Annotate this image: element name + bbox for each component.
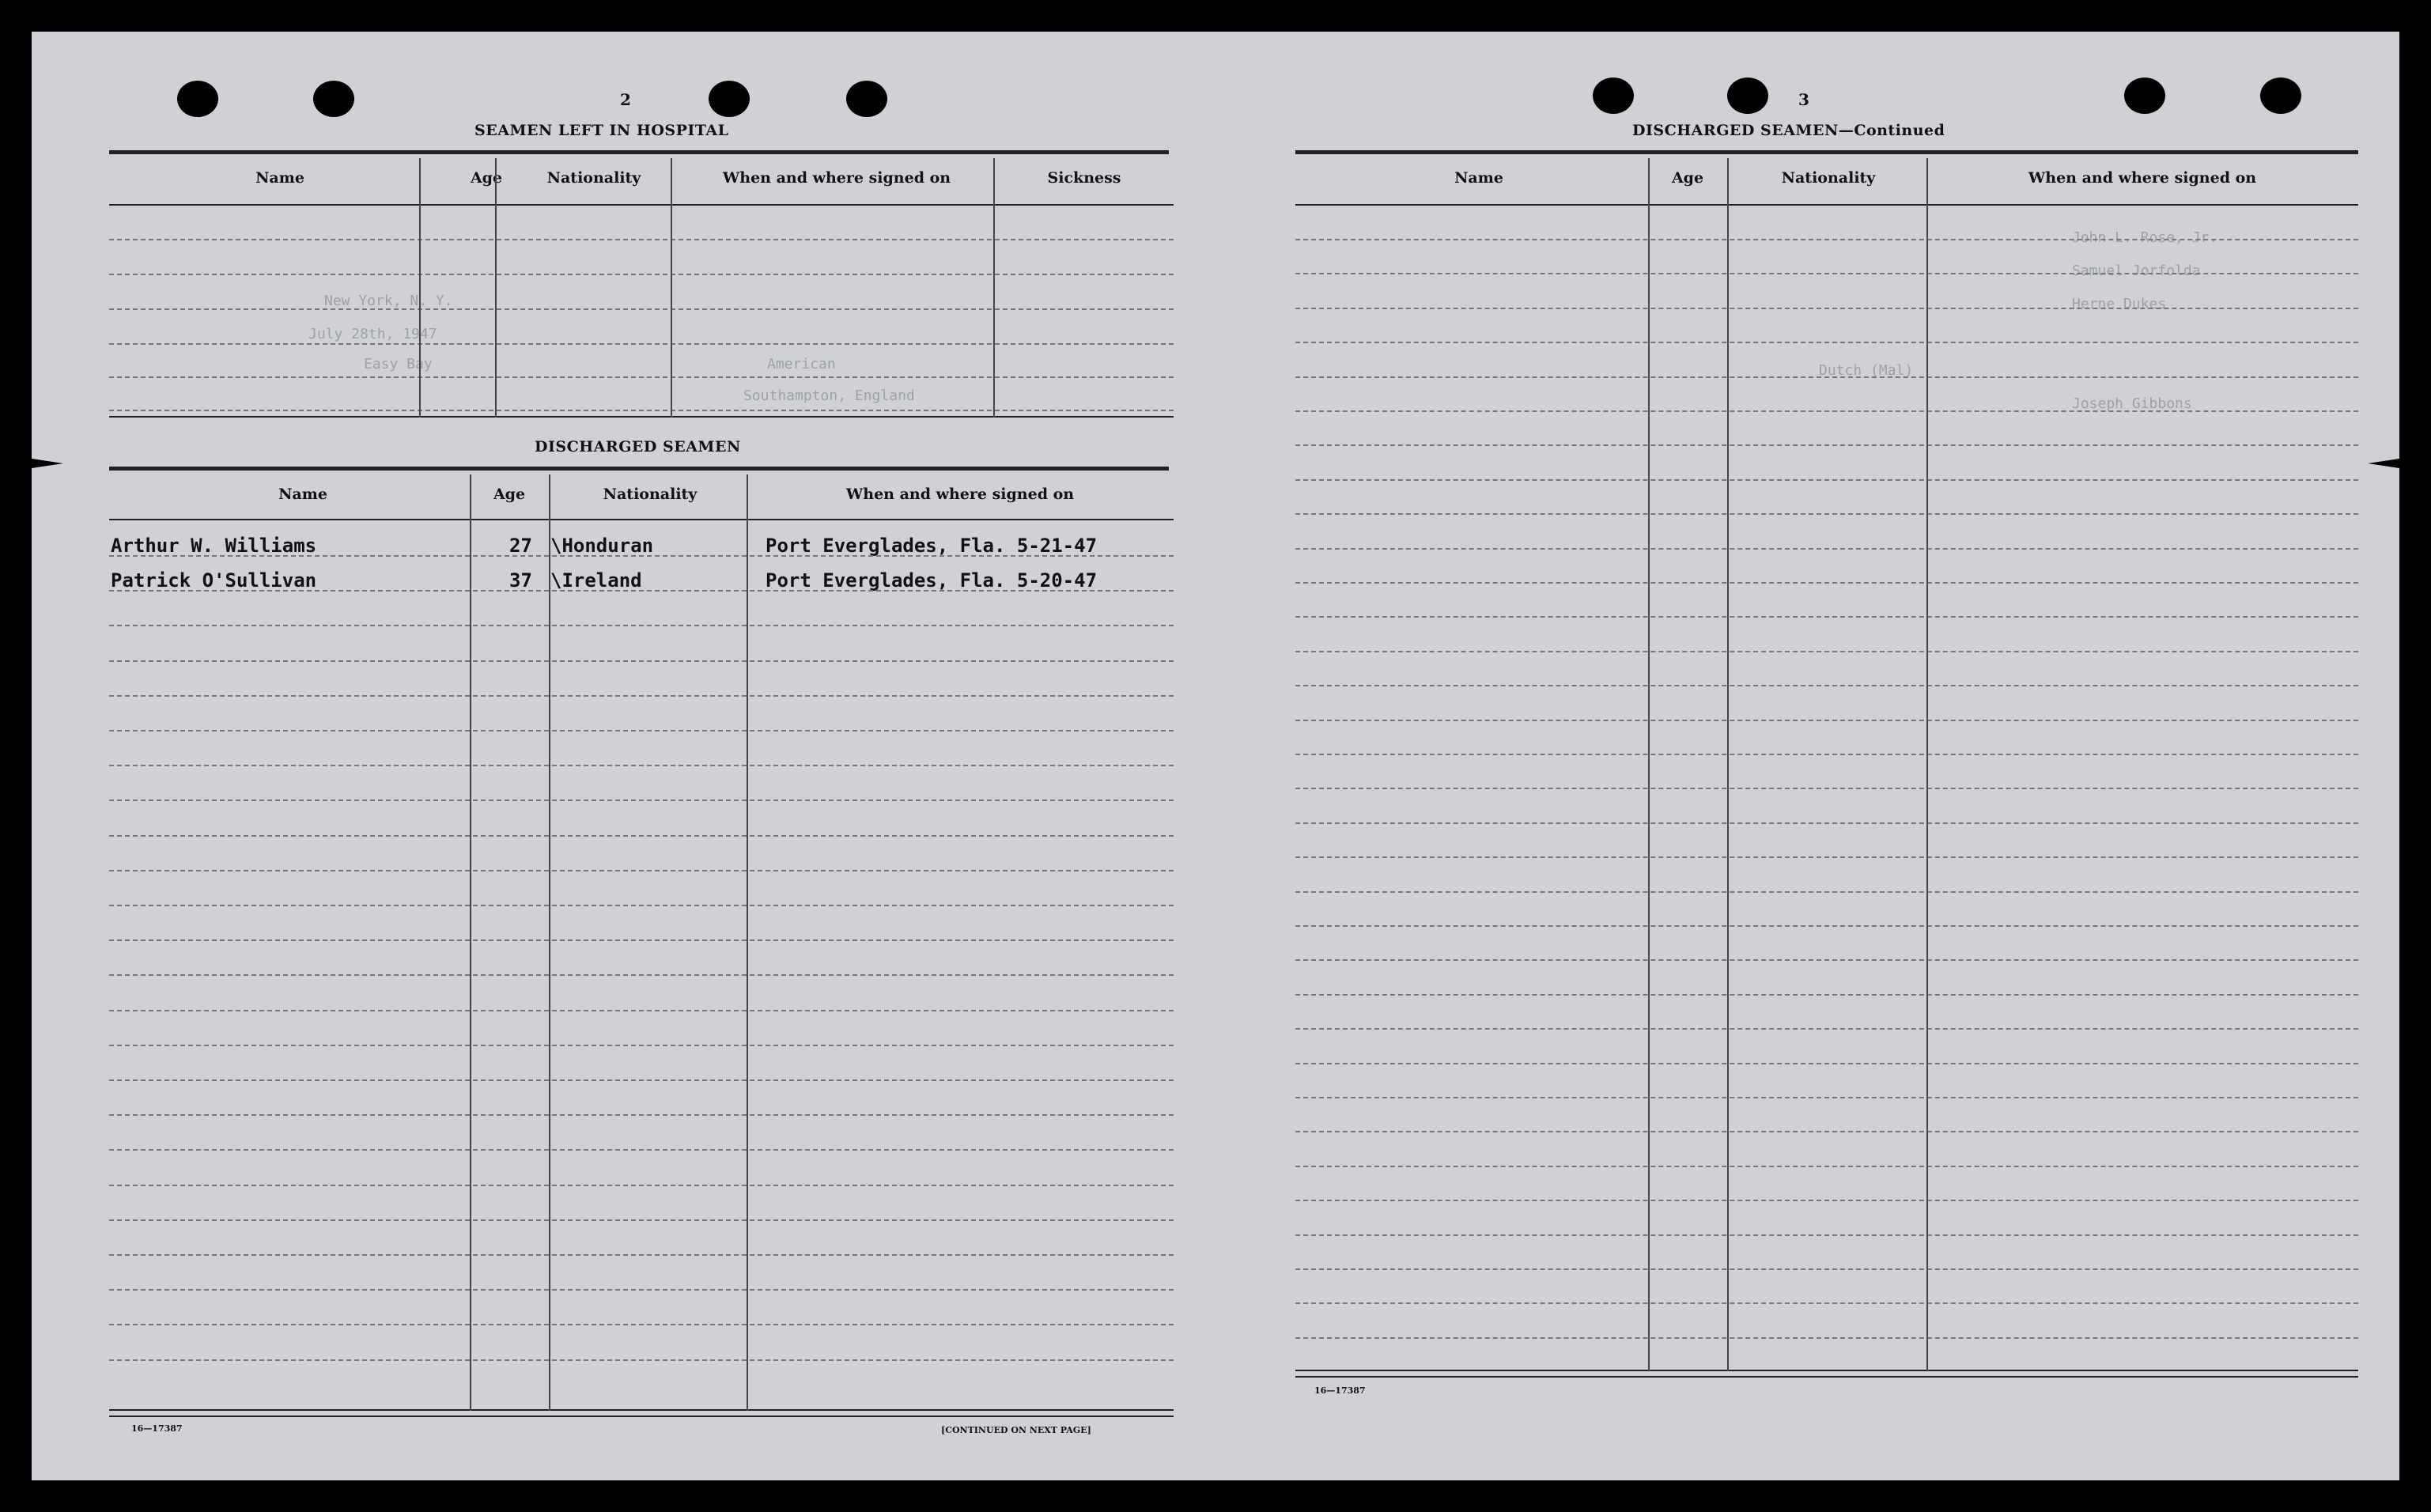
table-bottom-rule bbox=[109, 416, 1174, 418]
table-top-rule bbox=[1295, 150, 2358, 154]
row-line bbox=[1295, 856, 2358, 858]
punch-hole bbox=[313, 81, 354, 117]
row-line bbox=[109, 1359, 1174, 1361]
punch-hole bbox=[846, 81, 887, 117]
row-line bbox=[109, 555, 1174, 557]
title-main: DISCHARGED SEAMEN bbox=[1632, 122, 1839, 139]
row-line bbox=[1295, 891, 2358, 893]
row-line bbox=[109, 274, 1174, 275]
header-underline bbox=[109, 519, 1174, 520]
row-line bbox=[1295, 1028, 2358, 1030]
column-divider bbox=[419, 158, 421, 418]
punch-hole bbox=[177, 81, 218, 117]
column-header-age: Age bbox=[470, 169, 503, 187]
column-header-name: Name bbox=[1454, 169, 1503, 187]
seaman-name: Arthur W. Williams bbox=[111, 535, 317, 557]
row-line bbox=[1295, 308, 2358, 309]
row-line bbox=[109, 308, 1174, 310]
row-line bbox=[109, 765, 1174, 766]
column-header-signed-on: When and where signed on bbox=[722, 169, 951, 187]
table-top-rule bbox=[109, 150, 1169, 154]
column-header-nationality: Nationality bbox=[1781, 169, 1876, 187]
column-divider bbox=[747, 474, 748, 1411]
bleed-text: John L. Rose, Jr. bbox=[2072, 229, 2218, 246]
row-line bbox=[1295, 1302, 2358, 1304]
row-line bbox=[1295, 1131, 2358, 1132]
row-line bbox=[1295, 1234, 2358, 1236]
row-line bbox=[1295, 444, 2358, 446]
table-bottom-rule bbox=[1295, 1376, 2358, 1378]
row-line bbox=[1295, 1200, 2358, 1201]
page-number: 2 bbox=[620, 90, 631, 109]
bleed-text: Joseph Gibbons bbox=[2072, 395, 2192, 412]
table-top-rule bbox=[109, 467, 1169, 471]
continued-note: [CONTINUED ON NEXT PAGE] bbox=[941, 1425, 1091, 1435]
discharged-section-title: DISCHARGED SEAMEN bbox=[535, 438, 741, 455]
column-divider bbox=[1926, 158, 1928, 1371]
row-line bbox=[109, 660, 1174, 662]
row-line bbox=[109, 1254, 1174, 1256]
column-divider bbox=[671, 158, 672, 418]
row-line bbox=[109, 1149, 1174, 1151]
column-header-age: Age bbox=[493, 486, 526, 503]
row-line bbox=[1295, 410, 2358, 412]
row-line bbox=[1295, 1063, 2358, 1064]
bleed-text: New York, N. Y. bbox=[324, 293, 453, 309]
row-line bbox=[1295, 582, 2358, 584]
column-header-signed-on: When and where signed on bbox=[2028, 169, 2257, 187]
seaman-age: 37 bbox=[509, 569, 532, 592]
row-line bbox=[1295, 788, 2358, 789]
row-line bbox=[109, 1114, 1174, 1116]
row-line bbox=[1295, 685, 2358, 686]
seaman-age: 27 bbox=[509, 535, 532, 557]
punch-hole bbox=[709, 81, 750, 117]
row-line bbox=[109, 1185, 1174, 1186]
row-line bbox=[109, 239, 1174, 240]
bleed-text: American bbox=[767, 356, 836, 372]
seaman-name: Patrick O'Sullivan bbox=[111, 569, 317, 592]
row-line bbox=[109, 1045, 1174, 1046]
row-line bbox=[1295, 959, 2358, 961]
bleed-text: Easy Bay bbox=[364, 356, 433, 372]
seaman-signed-on: Port Everglades, Fla. 5-21-47 bbox=[766, 535, 1098, 557]
row-line bbox=[1295, 239, 2358, 240]
punch-hole bbox=[2124, 77, 2165, 114]
column-header-name: Name bbox=[278, 486, 327, 503]
header-underline bbox=[1295, 204, 2358, 206]
row-line bbox=[109, 974, 1174, 976]
row-line bbox=[1295, 720, 2358, 721]
header-underline bbox=[109, 204, 1174, 206]
bleed-text: Samuel Jorfolda bbox=[2072, 263, 2201, 279]
row-line bbox=[1295, 513, 2358, 515]
punch-hole bbox=[1593, 77, 1634, 114]
row-line bbox=[109, 625, 1174, 626]
column-header-nationality: Nationality bbox=[546, 169, 641, 187]
row-line bbox=[109, 1219, 1174, 1221]
table-bottom-rule bbox=[109, 1409, 1174, 1411]
discharged-continued-title bbox=[1632, 122, 1945, 139]
seaman-nationality: \Honduran bbox=[550, 535, 654, 557]
row-line bbox=[1295, 342, 2358, 343]
table-bottom-rule bbox=[1295, 1370, 2358, 1371]
row-line bbox=[1295, 651, 2358, 652]
column-divider bbox=[549, 474, 550, 1411]
row-line bbox=[109, 590, 1174, 592]
column-divider bbox=[993, 158, 995, 418]
form-sheet bbox=[32, 32, 2399, 1480]
form-number: 16—17387 bbox=[131, 1423, 183, 1434]
row-line bbox=[1295, 548, 2358, 550]
row-line bbox=[1295, 1268, 2358, 1270]
punch-hole bbox=[1727, 77, 1768, 114]
column-divider bbox=[1727, 158, 1729, 1371]
seaman-signed-on: Port Everglades, Fla. 5-20-47 bbox=[766, 569, 1098, 592]
column-divider bbox=[495, 158, 497, 418]
punch-hole bbox=[2260, 77, 2301, 114]
row-line bbox=[1295, 925, 2358, 927]
table-bottom-rule bbox=[109, 1416, 1174, 1417]
fold-notch bbox=[32, 459, 63, 468]
row-line bbox=[1295, 822, 2358, 824]
row-line bbox=[109, 730, 1174, 731]
row-line bbox=[1295, 376, 2358, 378]
column-divider bbox=[470, 474, 471, 1411]
row-line bbox=[1295, 616, 2358, 618]
row-line bbox=[1295, 1166, 2358, 1167]
row-line bbox=[109, 799, 1174, 801]
row-line bbox=[109, 410, 1174, 411]
row-line bbox=[109, 939, 1174, 941]
bleed-text: Herne Dukes bbox=[2072, 296, 2167, 312]
form-number: 16—17387 bbox=[1314, 1385, 1366, 1396]
title-continued: —Continued bbox=[1838, 122, 1945, 139]
row-line bbox=[109, 905, 1174, 906]
row-line bbox=[109, 1079, 1174, 1081]
row-line bbox=[109, 343, 1174, 345]
bleed-text: July 28th, 1947 bbox=[308, 326, 437, 342]
row-line bbox=[109, 695, 1174, 697]
bleed-text: Dutch (Mal) bbox=[1819, 362, 1914, 379]
row-line bbox=[109, 1289, 1174, 1291]
hospital-section-title: SEAMEN LEFT IN HOSPITAL bbox=[474, 122, 729, 139]
row-line bbox=[109, 870, 1174, 871]
column-header-age: Age bbox=[1671, 169, 1704, 187]
column-header-name: Name bbox=[255, 169, 304, 187]
row-line bbox=[109, 376, 1174, 378]
column-header-nationality: Nationality bbox=[603, 486, 698, 503]
row-line bbox=[1295, 994, 2358, 996]
row-line bbox=[1295, 273, 2358, 274]
fold-notch bbox=[2368, 459, 2399, 468]
seaman-nationality: \Ireland bbox=[550, 569, 642, 592]
column-divider bbox=[1648, 158, 1650, 1371]
page-number: 3 bbox=[1798, 90, 1809, 109]
bleed-text: Southampton, England bbox=[743, 387, 915, 404]
column-header-signed-on: When and where signed on bbox=[845, 486, 1075, 503]
row-line bbox=[109, 1324, 1174, 1325]
row-line bbox=[1295, 479, 2358, 481]
row-line bbox=[1295, 1337, 2358, 1339]
column-header-sickness: Sickness bbox=[1047, 169, 1121, 187]
row-line bbox=[109, 835, 1174, 837]
row-line bbox=[1295, 754, 2358, 755]
row-line bbox=[109, 1010, 1174, 1011]
row-line bbox=[1295, 1097, 2358, 1098]
